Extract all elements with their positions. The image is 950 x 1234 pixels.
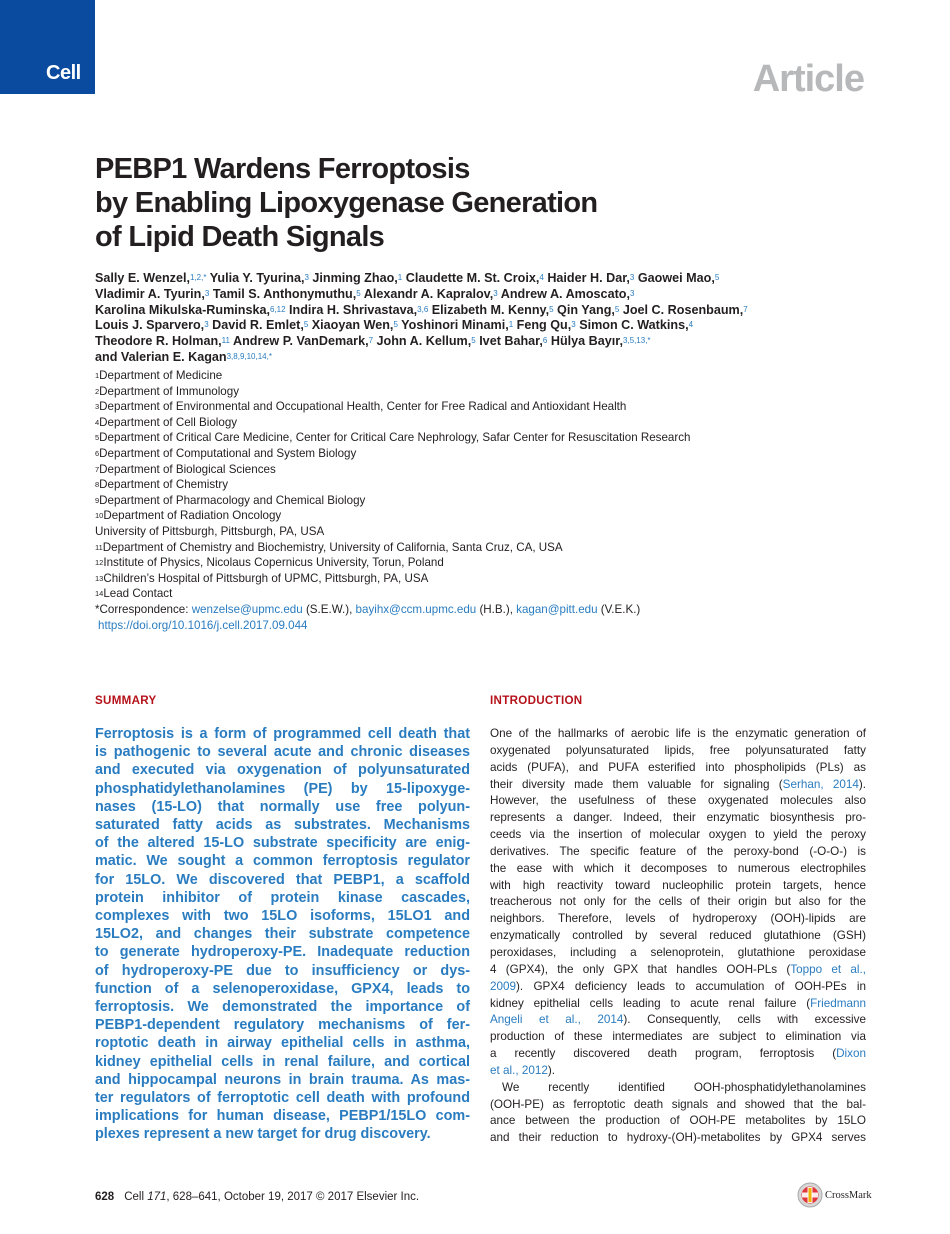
author-affiliation-marker[interactable]: 3,5,13,* [622, 336, 651, 346]
intro-line: treacherous not only for the cells of their origin but also for the [490, 895, 866, 909]
affiliation-number: 1 [95, 371, 100, 380]
page-footer [95, 1191, 419, 1203]
citation-link[interactable]: Serhan, 2014 [782, 777, 859, 791]
intro-line: We recently identified OOH-phosphatidylethanolamines [502, 1080, 866, 1094]
intro-line: the ease with which it decomposes to numerous electrophiles [490, 861, 866, 875]
affiliation-number: 14 [95, 589, 104, 599]
intro-text: their diversity made them valuable for signaling ( [490, 777, 783, 791]
author-name: Yoshinori Minami, [401, 318, 509, 333]
citation-link[interactable]: Angeli et al., 2014 [490, 1013, 624, 1027]
summary-line: saturated fatty acids as substrates. Mechanisms [95, 817, 470, 834]
author-affiliation-marker[interactable]: 5 [714, 273, 720, 282]
intro-line: peroxidases, including a selenoprotein, glutathione peroxidase [490, 945, 866, 959]
author-name: Andrew P. VanDemark, [233, 334, 369, 349]
intro-line: and their reduction to hydroxy-(OH)-metabolites by GPX4 serves [490, 1131, 866, 1145]
author-affiliation-marker[interactable]: 3 [493, 288, 498, 298]
intro-text: ). Consequently, cells with excessive [623, 1013, 866, 1027]
affiliation-text: Department of Chemistry [99, 478, 229, 492]
intro-line [490, 777, 866, 794]
citation-volume: 171 [147, 1191, 167, 1203]
intro-line: acids (PUFA), and PUFA esterified into phospholipids (PLs) as [490, 760, 866, 774]
intro-line [490, 979, 866, 996]
affiliation-text: Department of Computational and System Biology [99, 446, 357, 460]
affiliation-number: 4 [95, 417, 100, 427]
author-affiliation-marker[interactable]: 5 [471, 336, 476, 346]
author-name: Alexandr A. Kapralov, [363, 286, 494, 301]
affiliation-text: Department of Chemistry and Biochemistry, University of California, Santa Cruz, CA, USA [102, 540, 563, 554]
author-affiliation-marker[interactable]: 3 [629, 288, 635, 298]
citation-prefix: Cell [124, 1191, 148, 1203]
email-link[interactable]: wenzelse@upmc.edu [191, 602, 303, 616]
intro-text: ). [547, 1063, 555, 1077]
summary-line: function of a selenoperoxidase, GPX4, leads to [95, 980, 470, 997]
author-name: Xiaoyan Wen, [311, 318, 394, 333]
author-affiliation-marker[interactable]: 1 [508, 320, 514, 330]
author-line [95, 303, 875, 319]
summary-line: phosphatidylethanolamines (PE) by 15-lipoxyge- [95, 780, 470, 797]
author-name: Hülya Bayır, [550, 334, 623, 349]
intro-text: 4 (GPX4), the only GPX that handles OOH-PLs ( [490, 962, 791, 976]
affiliation-text: Department of Pharmacology and Chemical Biology [99, 493, 366, 507]
author-affiliation-marker[interactable]: 7 [368, 336, 374, 346]
journal-logo: Cell [46, 62, 81, 84]
correspondence-label: *Correspondence: [95, 602, 192, 616]
author-name: Qin Yang, [557, 302, 615, 317]
author-affiliation-marker[interactable]: 3 [571, 320, 576, 330]
summary-line: to generate hydroperoxy-PE. Inadequate reduction [95, 944, 470, 961]
intro-text: ). [858, 777, 866, 791]
author-affiliation-marker[interactable]: 5 [614, 304, 620, 314]
intro-line: enzymatically controlled by several reduced glutathione (GSH) [490, 929, 866, 943]
intro-text: a recently discovered death program, ferroptosis ( [490, 1047, 837, 1061]
intro-line: represents a danger. Indeed, their enzymatic biosynthesis pro- [490, 811, 866, 825]
affiliation-number: 5 [95, 433, 100, 443]
author-line [95, 271, 875, 287]
author-line [95, 318, 875, 334]
summary-line: implications for human disease, PEBP1/15LO com- [95, 1108, 470, 1125]
author-affiliation-marker[interactable]: 4 [688, 320, 694, 330]
author-affiliation-marker[interactable]: 5 [356, 288, 361, 298]
affiliation-number: 13 [95, 573, 104, 583]
crossmark-label: CrossMark [825, 1190, 872, 1201]
author-name: Indira H. Shrivastava, [289, 302, 418, 317]
title-line: PEBP1 Wardens Ferroptosis [95, 153, 470, 185]
summary-line: kidney epithelial cells in renal failure, and cortical [95, 1053, 470, 1070]
author-list [95, 271, 875, 366]
affiliation-text: Department of Critical Care Medicine, Center for Critical Care Nephrology, Safar Center for Resuscitation Research [99, 431, 691, 445]
affiliation-text: Institute of Physics, Nicolaus Copernicus University, Torun, Poland [103, 556, 444, 570]
article-title [95, 152, 715, 254]
intro-line: (OOH-PE) as ferroptotic death signals and showed that the bal- [490, 1097, 866, 1111]
intro-line [490, 996, 866, 1013]
email-owner: (H.B.), [476, 602, 517, 616]
author-name: Tamil S. Anthonymuthu, [212, 286, 357, 301]
author-name: Louis J. Sparvero, [95, 318, 205, 333]
affiliation-text: Lead Contact [103, 587, 173, 601]
author-name: Sally E. Wenzel, [95, 271, 190, 285]
affiliation-item [95, 508, 895, 524]
intro-line: neighbors. Therefore, levels of hydroperoxy (OOH)-lipids are [490, 912, 866, 926]
author-affiliation-marker[interactable]: 3 [204, 320, 209, 330]
author-affiliation-marker[interactable]: 3,6 [417, 304, 429, 314]
author-affiliation-marker[interactable]: 3 [204, 288, 210, 298]
affiliation-item [95, 493, 895, 509]
summary-line: 15LO2, and changes their substrate competence [95, 926, 470, 943]
summary-line: matic. We sought a common ferroptosis regulator [95, 853, 470, 870]
author-line [95, 287, 875, 303]
author-affiliation-marker[interactable]: 5 [549, 304, 554, 314]
affiliation-text: Department of Environmental and Occupational Health, Center for Free Radical and Antioxidant Health [99, 400, 627, 414]
author-affiliation-marker[interactable]: 5 [303, 320, 309, 330]
introduction-body [490, 726, 866, 1147]
intro-line: One of the hallmarks of aerobic life is the enzymatic generation of [490, 727, 866, 740]
crossmark-badge[interactable] [797, 1182, 872, 1208]
doi-line [95, 618, 895, 634]
author-name: and Valerian E. Kagan [95, 349, 227, 364]
affiliation-number: 10 [95, 511, 104, 521]
summary-line: protein inhibitor of protein kinase cascades, [95, 889, 470, 906]
affiliation-item [95, 524, 895, 540]
affiliation-item [95, 399, 895, 415]
intro-line [490, 1012, 866, 1029]
summary-line: of hydroperoxy-PE due to insufficiency or dys- [95, 962, 470, 979]
author-name: Vladimir A. Tyurin, [95, 286, 205, 301]
page-number: 628 [95, 1191, 115, 1203]
summary-line: ter regulators of ferroptotic cell death with profound [95, 1090, 470, 1107]
affiliation-item [95, 368, 895, 384]
author-affiliation-marker[interactable]: 11 [221, 336, 230, 346]
crossmark-icon [797, 1182, 823, 1208]
affiliation-text: University of Pittsburgh, Pittsburgh, PA, USA [95, 524, 325, 538]
author-name: Feng Qu, [516, 318, 572, 333]
intro-line [490, 1063, 866, 1080]
author-name: Elizabeth M. Kenny, [431, 302, 550, 317]
summary-line: plexes represent a new target for drug discovery. [95, 1126, 431, 1143]
author-affiliation-marker[interactable]: 1 [397, 273, 403, 282]
author-name: Simon C. Watkins, [579, 318, 689, 333]
intro-line: However, the usefulness of these oxygenated molecules also [490, 794, 866, 808]
email-owner: (S.E.W.), [302, 602, 356, 616]
affiliation-number: 3 [95, 402, 100, 412]
author-name: Theodore R. Holman, [95, 334, 222, 349]
affiliation-item [95, 462, 895, 478]
citation-link[interactable]: Toppo et al., [790, 962, 866, 976]
intro-line: oxygenated polyunsaturated lipids, free polyunsaturated fatty [490, 743, 866, 757]
author-affiliation-marker[interactable]: 6 [542, 336, 548, 346]
affiliation-item [95, 430, 895, 446]
author-affiliation-marker[interactable]: 3 [304, 273, 309, 282]
title-line: by Enabling Lipoxygenase Generation [95, 187, 598, 219]
author-affiliation-marker[interactable]: 6,12 [269, 304, 286, 314]
affiliation-item [95, 477, 895, 493]
summary-heading: SUMMARY [95, 694, 157, 707]
summary-line: of the altered 15-LO substrate specificity are enig- [95, 835, 470, 852]
email-owner: (V.E.K.) [597, 602, 641, 616]
affiliation-text: Department of Cell Biology [99, 415, 238, 429]
affiliation-text: Department of Biological Sciences [99, 462, 276, 476]
affiliation-number: 8 [95, 480, 100, 490]
author-name: Andrew A. Amoscato, [500, 286, 630, 301]
summary-line: PEBP1-dependent regulatory mechanisms of fer- [95, 1017, 470, 1034]
intro-line [490, 962, 866, 979]
correspondence [95, 602, 895, 618]
author-name: Jinming Zhao, [312, 271, 398, 285]
author-line [95, 334, 875, 350]
citation-link[interactable]: Dixon [836, 1047, 866, 1061]
citation-link[interactable]: et al., 2012 [490, 1063, 548, 1077]
intro-text: ). GPX4 deficiency leads to accumulation of OOH-PEs in [516, 979, 866, 993]
author-affiliation-marker[interactable]: 7 [743, 304, 748, 314]
intro-line: with high reactivity toward nucleophilic protein targets, hence [490, 878, 866, 892]
author-affiliation-marker[interactable]: 4 [539, 273, 544, 282]
affiliation-item [95, 384, 895, 400]
summary-line: for 15LO. We discovered that PEBP1, a scaffold [95, 871, 470, 888]
author-name: Karolina Mikulska-Ruminska, [95, 302, 270, 317]
email-link[interactable]: kagan@pitt.edu [516, 602, 598, 616]
affiliation-text: Department of Medicine [99, 369, 223, 382]
author-affiliation-marker[interactable]: 5 [393, 320, 398, 330]
author-name: Joel C. Rosenbaum, [622, 302, 744, 317]
affiliation-text: Department of Immunology [99, 384, 240, 398]
intro-text: kidney epithelial cells leading to acute renal failure ( [490, 996, 811, 1010]
author-affiliation-marker[interactable]: 3,8,9,10,14,* [226, 351, 272, 361]
author-affiliation-marker[interactable]: 1,2,* [189, 273, 207, 282]
summary-line: roptotic death in airway epithelial cells in asthma, [95, 1035, 470, 1052]
affiliation-number: 6 [95, 448, 100, 458]
citation-link[interactable]: Friedmann [810, 996, 866, 1010]
introduction-heading: INTRODUCTION [490, 694, 583, 707]
affiliation-number: 9 [95, 495, 100, 505]
intro-line: ance between the production of OOH-PE metabolites by 15LO [490, 1114, 866, 1128]
author-name: Yulia Y. Tyurina, [209, 271, 305, 285]
summary-line: Ferroptosis is a form of programmed cell death that [95, 726, 470, 742]
summary-line: ferroptosis. We demonstrated the importance of [95, 999, 470, 1016]
affiliation-list [95, 368, 895, 633]
affiliation-number: 2 [95, 386, 100, 396]
intro-line [490, 1046, 866, 1063]
affiliation-item [95, 540, 895, 556]
summary-line: and hippocampal neurons in brain trauma. As mas- [95, 1071, 470, 1088]
intro-line: ceeds via the insertion of molecular oxygen to yield the peroxy [490, 828, 866, 842]
summary-line: complexes with two 15LO isoforms, 15LO1 and [95, 908, 470, 925]
title-line: of Lipid Death Signals [95, 221, 385, 253]
affiliation-item [95, 571, 895, 587]
author-affiliation-marker[interactable]: 3 [629, 273, 635, 282]
author-name: Haider H. Dar, [547, 271, 630, 285]
summary-line: and executed via oxygenation of polyunsaturated [95, 762, 470, 779]
summary-abstract [95, 725, 470, 1144]
citation-link[interactable]: 2009 [490, 979, 517, 993]
author-name: John A. Kellum, [376, 334, 472, 349]
affiliation-number: 11 [95, 542, 103, 552]
affiliation-item [95, 415, 895, 431]
author-name: Ivet Bahar, [479, 334, 543, 349]
affiliation-number: 7 [95, 464, 100, 474]
author-name: David R. Emlet, [212, 318, 304, 333]
citation-rest: , 628–641, October 19, 2017 © 2017 Elsevier Inc. [166, 1191, 420, 1203]
intro-line: production of these intermediates are subject to elimination via [490, 1030, 866, 1044]
intro-line: derivatives. The specific feature of the peroxy-bond (-O-O-) is [490, 844, 866, 858]
author-name: Claudette M. St. Croix, [405, 271, 540, 285]
article-type-label: Article [752, 58, 864, 100]
summary-line: nases (15-LO) that normally use free polyun- [95, 798, 470, 815]
summary-line: is pathogenic to several acute and chronic diseases [95, 744, 470, 761]
affiliation-item [95, 586, 895, 602]
email-link[interactable]: bayihx@ccm.upmc.edu [355, 602, 477, 616]
affiliation-item [95, 446, 895, 462]
affiliation-text: Department of Radiation Oncology [103, 509, 282, 523]
affiliation-number: 12 [95, 558, 104, 568]
affiliation-text: Children’s Hospital of Pittsburgh of UPMC, Pittsburgh, PA, USA [103, 571, 429, 585]
doi-link[interactable]: https://doi.org/10.1016/j.cell.2017.09.044 [98, 618, 308, 632]
affiliation-item [95, 555, 895, 571]
author-line [95, 350, 875, 366]
author-name: Gaowei Mao, [637, 271, 715, 285]
